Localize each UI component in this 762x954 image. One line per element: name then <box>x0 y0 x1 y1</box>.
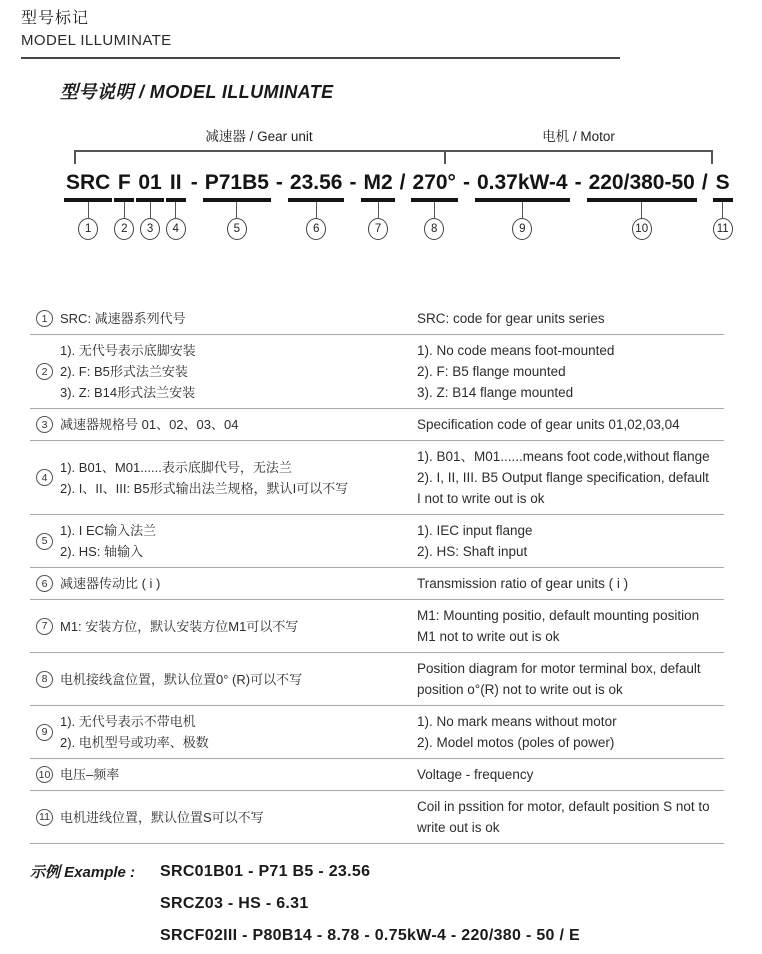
zh-line: 2). I、II、III: B5形式输出法兰规格，默认I可以不写 <box>60 480 349 496</box>
row-zh-text <box>60 764 417 785</box>
row-number-badge: 6 <box>36 575 53 592</box>
en-line: Position diagram for motor terminal box, default <box>417 661 701 676</box>
table-row-8 <box>30 653 724 706</box>
row-zh-text <box>60 457 417 499</box>
row-number-badge: 9 <box>36 724 53 741</box>
segment-connector-line <box>88 202 89 218</box>
examples-section <box>30 856 762 952</box>
zh-line: M1: 安装方位，默认安装方位M1可以不写 <box>60 618 299 634</box>
circled-number: 9 <box>512 218 532 240</box>
row-number-cell <box>30 671 60 688</box>
row-en-text <box>417 573 724 594</box>
example-code: SRCZ03 - HS - 6.31 <box>160 895 309 912</box>
bracket-tick-left <box>74 151 76 164</box>
row-number-cell <box>30 618 60 635</box>
segment-connector-line <box>522 202 523 218</box>
row-number-cell <box>30 809 60 826</box>
code-separator: - <box>275 171 283 194</box>
en-line: 2). F: B5 flange mounted <box>417 364 566 379</box>
code-separator: / <box>701 171 708 194</box>
segment-text: 0.37kW-4 <box>476 171 568 194</box>
row-number-cell <box>30 310 60 327</box>
segment-text: 01 <box>138 171 162 194</box>
header-divider <box>21 57 620 59</box>
page-header-title-en: MODEL ILLUMINATE <box>21 32 172 49</box>
segment-connector-line <box>175 202 176 218</box>
row-zh-text <box>60 308 417 329</box>
group-label-gear-unit: 减速器 / Gear unit <box>205 129 313 144</box>
row-en-text <box>417 308 724 329</box>
zh-line: 1). 无代号表示底脚安装 <box>60 343 196 358</box>
row-zh-text <box>60 807 417 828</box>
code-separator: / <box>399 171 406 194</box>
section-title: 型号说明 / MODEL ILLUMINATE <box>60 82 334 102</box>
row-en-text <box>417 711 724 753</box>
en-line: 1). IEC input flange <box>417 523 533 538</box>
code-separator: - <box>190 171 198 194</box>
circled-number: 3 <box>140 218 160 240</box>
code-separator: - <box>462 171 470 194</box>
segment-connector-line <box>722 202 723 218</box>
table-row-7 <box>30 600 724 653</box>
row-zh-text <box>60 669 417 690</box>
row-zh-text <box>60 711 417 753</box>
segment-connector-line <box>434 202 435 218</box>
model-code-segment-7 <box>361 171 394 240</box>
en-line: 1). B01、M01......means foot code,without flange <box>417 449 710 464</box>
en-line: 2). I, II, III. B5 Output flange specification, default <box>417 470 709 485</box>
examples-label: 示例 Example : <box>30 864 136 881</box>
en-line: 3). Z: B14 flange mounted <box>417 385 574 400</box>
row-number-cell <box>30 469 60 486</box>
page-header <box>0 0 762 49</box>
model-code-segment-11 <box>713 171 733 240</box>
en-line: SRC: code for gear units series <box>417 311 605 326</box>
row-number-badge: 3 <box>36 416 53 433</box>
row-number-badge: 2 <box>36 363 53 380</box>
table-row-3 <box>30 409 724 441</box>
code-separator: - <box>574 171 582 194</box>
table-row-1 <box>30 303 724 335</box>
row-number-badge: 10 <box>36 766 53 783</box>
table-row-6 <box>30 568 724 600</box>
table-row-2 <box>30 335 724 409</box>
zh-line: SRC: 减速器系列代号 <box>60 311 186 326</box>
group-label-motor: 电机 / Motor <box>542 129 615 144</box>
row-zh-text <box>60 520 417 562</box>
segment-connector-line <box>316 202 317 218</box>
en-line: 1). No code means foot-mounted <box>417 343 615 358</box>
en-line: Voltage - frequency <box>417 767 534 782</box>
en-line: write out is ok <box>417 820 500 835</box>
row-zh-text <box>60 340 417 403</box>
segment-text: M2 <box>363 171 393 194</box>
zh-line: 减速器规格号 01、02、03、04 <box>60 417 239 432</box>
row-number-badge: 5 <box>36 533 53 550</box>
code-separator: - <box>349 171 357 194</box>
zh-line: 电机进线位置，默认位置S可以不写 <box>60 809 264 825</box>
row-en-text <box>417 446 724 509</box>
segment-text: 220/380-50 <box>588 171 695 194</box>
row-en-text <box>417 764 724 785</box>
segment-text: P71B5 <box>204 171 269 194</box>
segment-connector-line <box>378 202 379 218</box>
segment-connector-line <box>150 202 151 218</box>
circled-number: 4 <box>166 218 186 240</box>
table-row-4 <box>30 441 724 515</box>
example-code: SRC01B01 - P71 B5 - 23.56 <box>160 863 371 880</box>
row-number-cell <box>30 575 60 592</box>
row-en-text <box>417 414 724 435</box>
model-code-diagram <box>0 119 762 269</box>
zh-line: 2). HS: 轴输入 <box>60 544 144 559</box>
segment-text: SRC <box>66 171 111 194</box>
en-line: M1: Mounting positio, default mounting position <box>417 608 700 623</box>
en-line: Transmission ratio of gear units ( i ) <box>417 576 629 591</box>
page-header-title-zh: 型号标记 <box>21 10 90 27</box>
zh-line: 1). 无代号表示不带电机 <box>60 714 196 729</box>
segment-connector-line <box>236 202 237 218</box>
model-code-segment-1 <box>64 171 112 240</box>
table-row-5 <box>30 515 724 568</box>
model-code-segment-2 <box>114 171 134 240</box>
row-number-badge: 4 <box>36 469 53 486</box>
example-code: SRCF02III - P80B14 - 8.78 - 0.75kW-4 - 220/380 - 50 / E <box>160 927 580 944</box>
row-en-text <box>417 658 724 700</box>
zh-line: 2). 电机型号或功率、极数 <box>60 735 209 750</box>
zh-line: 3). Z: B14形式法兰安装 <box>60 385 196 400</box>
group-bracket <box>74 150 713 162</box>
en-line: I not to write out is ok <box>417 491 545 506</box>
circled-number: 1 <box>78 218 98 240</box>
row-number-cell <box>30 533 60 550</box>
row-zh-text <box>60 414 417 435</box>
model-code-segment-4 <box>166 171 186 240</box>
table-row-9 <box>30 706 724 759</box>
zh-line: 减速器传动比 ( i ) <box>60 576 161 591</box>
segment-connector-line <box>641 202 642 218</box>
row-en-text <box>417 340 724 403</box>
row-number-cell <box>30 363 60 380</box>
circled-number: 5 <box>227 218 247 240</box>
segment-text: 23.56 <box>289 171 343 194</box>
en-line: 2). HS: Shaft input <box>417 544 528 559</box>
row-number-badge: 1 <box>36 310 53 327</box>
circled-number: 7 <box>368 218 388 240</box>
en-line: M1 not to write out is ok <box>417 629 560 644</box>
row-zh-text <box>60 573 417 594</box>
row-en-text <box>417 520 724 562</box>
table-row-10 <box>30 759 724 791</box>
row-number-badge: 8 <box>36 671 53 688</box>
circled-number: 10 <box>632 218 652 240</box>
model-code-segment-3 <box>136 171 163 240</box>
zh-line: 2). F: B5形式法兰安装 <box>60 364 188 379</box>
segment-text: F <box>117 171 131 194</box>
segment-text: S <box>715 171 730 194</box>
spec-table <box>30 303 724 844</box>
en-line: 1). No mark means without motor <box>417 714 617 729</box>
row-number-cell <box>30 724 60 741</box>
circled-number: 8 <box>424 218 444 240</box>
segment-connector-line <box>124 202 125 218</box>
zh-line: 1). I EC输入法兰 <box>60 523 157 538</box>
circled-number: 6 <box>306 218 326 240</box>
model-code-segment-8 <box>411 171 458 240</box>
zh-line: 1). B01、M01......表示底脚代号，无法兰 <box>60 459 292 475</box>
en-line: 2). Model motos (poles of power) <box>417 735 615 750</box>
row-en-text <box>417 605 724 647</box>
bracket-tick-middle <box>444 151 446 164</box>
model-code <box>63 171 734 240</box>
en-line: position o°(R) not to write out is ok <box>417 682 623 697</box>
row-zh-text <box>60 616 417 637</box>
row-number-cell <box>30 766 60 783</box>
zh-line: 电机接线盒位置，默认位置0° (R)可以不写 <box>60 671 303 687</box>
row-en-text <box>417 796 724 838</box>
row-number-badge: 11 <box>36 809 53 826</box>
en-line: Specification code of gear units 01,02,03,04 <box>417 417 680 432</box>
segment-text: 270° <box>412 171 456 194</box>
zh-line: 电压–频率 <box>60 767 120 782</box>
circled-number: 11 <box>713 218 733 240</box>
model-code-segment-5 <box>203 171 271 240</box>
segment-text: II <box>169 171 182 194</box>
row-number-cell <box>30 416 60 433</box>
circled-number: 2 <box>114 218 134 240</box>
bracket-tick-right <box>711 151 713 164</box>
model-code-segment-9 <box>475 171 570 240</box>
model-code-segment-10 <box>587 171 697 240</box>
row-number-badge: 7 <box>36 618 53 635</box>
table-row-11 <box>30 791 724 844</box>
model-code-segment-6 <box>288 171 345 240</box>
examples-list <box>160 856 762 952</box>
en-line: Coil in pssition for motor, default position S not to <box>417 799 710 814</box>
